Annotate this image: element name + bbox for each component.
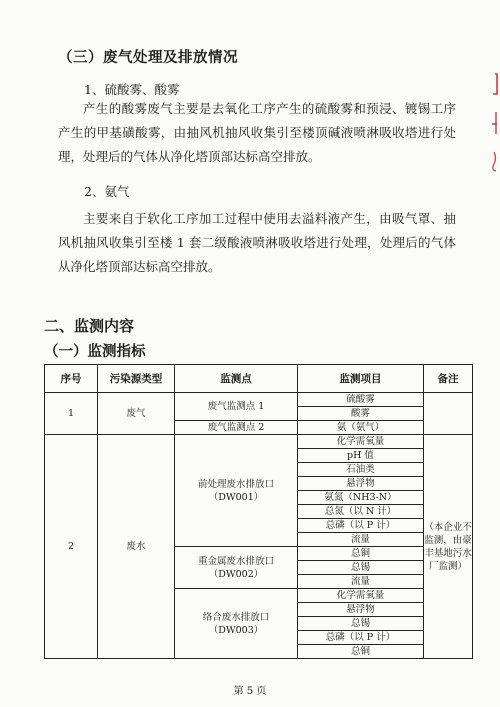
cell-monitoring-item: 总铜 — [298, 645, 424, 659]
cell-source-type: 废水 — [98, 435, 175, 659]
cell-monitoring-item: 总氮（以 N 计） — [298, 505, 424, 519]
cell-monitoring-item: 流量 — [298, 533, 424, 547]
cell-monitoring-item: 酸雾 — [298, 407, 424, 421]
cell-monitoring-point: 废气监测点 1 — [175, 393, 298, 421]
paragraph-ammonia: 主要来自于软化工序加工过程中使用去溢料液产生，由吸气罩、抽风机抽风收集引至楼 1 套二级酸液喷淋吸收塔进行处理，处理后的气体从净化塔顶部达标高空排放。 — [58, 211, 456, 274]
cell-remark — [424, 393, 473, 435]
subheading-sulfuric-acid-mist: 1、硫酸雾、酸雾 — [84, 82, 180, 97]
header-no: 序号 — [45, 365, 98, 393]
cell-monitoring-item: 总锡 — [298, 617, 424, 631]
table-row — [45, 435, 473, 449]
cell-monitoring-point-dw003 — [175, 589, 298, 659]
cell-monitoring-item: 总锡 — [298, 561, 424, 575]
monitoring-table — [44, 364, 473, 659]
table-row — [45, 393, 473, 407]
point-name: 重金属废水排放口 — [197, 555, 274, 567]
cell-remark: （本企业不监测，由豪丰基地污水厂监测） — [424, 435, 473, 659]
cell-no: 1 — [45, 393, 98, 435]
table-header-row — [45, 365, 473, 393]
subheading-ammonia: 2、氨气 — [84, 184, 130, 199]
page-number: 第 5 页 — [233, 686, 267, 697]
cell-monitoring-item: 石油类 — [298, 463, 424, 477]
cell-no: 2 — [45, 435, 98, 659]
cell-monitoring-point: 废气监测点 2 — [175, 421, 298, 435]
cell-monitoring-item: 氨（氨气） — [298, 421, 424, 435]
cell-monitoring-point-dw002 — [175, 547, 298, 589]
cell-monitoring-item: 化学需氧量 — [298, 435, 424, 449]
section-heading-monitoring: 二、监测内容 — [44, 317, 135, 335]
point-code: （DW002） — [208, 568, 264, 580]
cell-monitoring-point-dw001 — [175, 435, 298, 547]
paragraph-acid-mist: 产生的酸雾废气主要是去氧化工序产生的硫酸雾和预浸、镀锡工序产生的甲基磺酸雾，由抽风机抽风收集引至楼顶碱液喷淋吸收塔进行处理，处理后的气体从净化塔顶部达标高空排放。 — [58, 101, 456, 164]
subsection-heading-indicators: （一）监测指标 — [44, 344, 146, 360]
point-code: （DW003） — [208, 624, 264, 636]
cell-source-type: 废气 — [98, 393, 175, 435]
header-monitoring-item: 监测项目 — [298, 365, 424, 393]
section-heading-exhaust: （三）废气处理及排放情况 — [58, 50, 238, 66]
point-code: （DW001） — [208, 491, 264, 503]
cell-monitoring-item: 悬浮物 — [298, 477, 424, 491]
seal-stamp-fragment-icon — [484, 72, 498, 172]
cell-monitoring-item: 硫酸雾 — [298, 393, 424, 407]
cell-monitoring-item: 氨氮（NH3-N） — [298, 491, 424, 505]
header-monitoring-point: 监测点 — [175, 365, 298, 393]
cell-monitoring-item: 总磷（以 P 计） — [298, 519, 424, 533]
header-remark: 备注 — [424, 365, 473, 393]
cell-monitoring-item: 总磷（以 P 计） — [298, 631, 424, 645]
header-source-type: 污染源类型 — [98, 365, 175, 393]
cell-monitoring-item: 化学需氧量 — [298, 589, 424, 603]
cell-monitoring-item: 总铜 — [298, 547, 424, 561]
cell-monitoring-item: pH 值 — [298, 449, 424, 463]
point-name: 前处理废水排放口 — [197, 478, 274, 490]
cell-monitoring-item: 流量 — [298, 575, 424, 589]
point-name: 络合废水排放口 — [202, 611, 270, 623]
cell-monitoring-item: 悬浮物 — [298, 603, 424, 617]
